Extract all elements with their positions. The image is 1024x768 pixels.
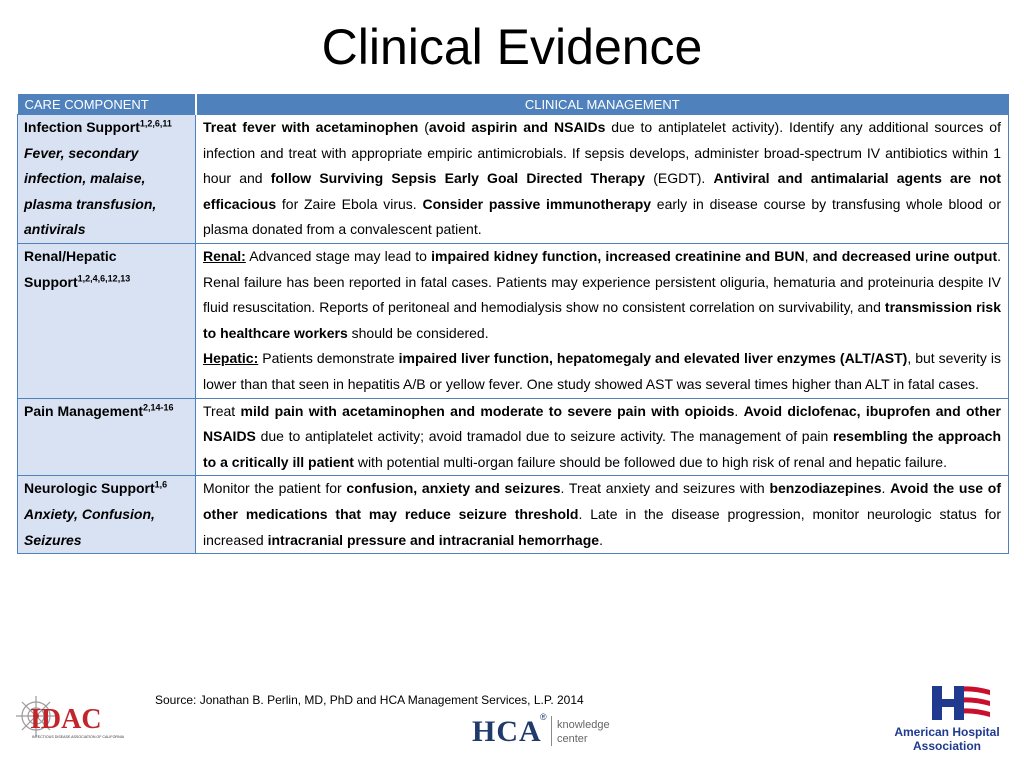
logo-divider bbox=[551, 716, 552, 746]
component-name: Renal/Hepatic Support bbox=[24, 247, 117, 290]
emphasis-text: Renal: bbox=[203, 247, 246, 264]
idac-subtitle: INFECTIOUS DISEASE ASSOCIATION OF CALIFORNIA bbox=[32, 735, 124, 739]
table-row bbox=[18, 243, 1009, 398]
emphasis-text: and decreased urine output bbox=[812, 247, 998, 264]
hepatic-paragraph: Hepatic: Patients demonstrate impaired liver function, hepatomegaly and elevated liver enzymes (ALT/AST), but severity is lower than that seen in hepatitis A/B or yellow fever. One study showed AST was several times higher than ALT in fatal cases. bbox=[203, 350, 1002, 392]
slide-title: Clinical Evidence bbox=[321, 19, 703, 75]
component-symptoms: Anxiety, Confusion, Seizures bbox=[24, 505, 155, 548]
emphasis-text: Avoid the use of other medications that may reduce seizure threshold bbox=[203, 480, 1001, 522]
hca-wordmark: HCA bbox=[472, 715, 542, 748]
emphasis-text: resembling the approach to a critically ill patient bbox=[203, 428, 1001, 470]
emphasis-text: impaired kidney function, increased creatinine and BUN bbox=[431, 247, 805, 264]
hca-tagline-line1: knowledge bbox=[557, 719, 610, 731]
aha-line1: American Hospital bbox=[894, 725, 1000, 739]
emphasis-text: mild pain with acetaminophen and moderate to severe pain with opioids bbox=[240, 402, 735, 419]
emphasis-text: avoid aspirin and NSAIDs bbox=[428, 119, 606, 135]
emphasis-text: Hepatic: bbox=[203, 350, 259, 367]
hca-tagline bbox=[557, 718, 610, 746]
table-row bbox=[18, 476, 1009, 554]
care-component-cell bbox=[18, 115, 196, 244]
idac-logo bbox=[14, 688, 126, 752]
component-name: Infection Support bbox=[24, 119, 140, 135]
reference-superscript: 1,6 bbox=[154, 479, 168, 490]
reference-superscript: 1,2,6,11 bbox=[139, 118, 172, 129]
aha-line2: Association bbox=[912, 739, 981, 753]
emphasis-text: confusion, anxiety and seizures bbox=[346, 480, 561, 497]
emphasis-text: impaired liver function, hepatomegaly and elevated liver enzymes (ALT/AST) bbox=[398, 350, 908, 367]
header-care-component: CARE COMPONENT bbox=[18, 94, 196, 115]
clinical-evidence-table bbox=[17, 94, 1009, 554]
renal-paragraph: Renal: Advanced stage may lead to impaired kidney function, increased creatinine and BUN, and decreased urine output. Renal failure has been reported in fatal cases. Patients may experience persistent oliguria, hematuria and proteinuria despite IV fluid resuscitation. Reports of peritoneal and hemodialysis show no consistent correlation on survivability, and transmission risk to healthcare workers should be considered. bbox=[203, 247, 1002, 341]
clinical-management-cell: Treat mild pain with acetaminophen and moderate to severe pain with opioids. Avoid diclofenac, ibuprofen and other NSAIDS due to antiplatelet activity; avoid tramadol due to seizure activity. The management of pain resembling the approach to a critically ill patient with potential multi-organ failure should be followed due to high risk of renal and hepatic failure. bbox=[196, 398, 1009, 476]
clinical-management-cell: Treat fever with acetaminophen (avoid aspirin and NSAIDs due to antiplatelet activity). Identify any additional sources of infection and treat with appropriate empiric antimicrobials. If sepsis develops, administer broad-spectrum IV antibiotics within 1 hour and follow Surviving Sepsis Early Goal Directed Therapy (EGDT). Antiviral and antimalarial agents are not efficacious for Zaire Ebola virus. Consider passive immunotherapy early in disease course by transfusing whole blood or plasma donated from a convalescent patient. bbox=[196, 115, 1009, 244]
table-header-row bbox=[18, 94, 1009, 115]
idac-logo-graphic bbox=[14, 688, 126, 752]
care-component-cell bbox=[18, 398, 196, 476]
aha-logo bbox=[884, 684, 1010, 754]
emphasis-text: Consider passive immunotherapy bbox=[422, 195, 652, 212]
hca-knowledge-center-logo bbox=[472, 712, 620, 752]
clinical-management-cell bbox=[196, 243, 1009, 398]
clinical-management-cell: Monitor the patient for confusion, anxiety and seizures. Treat anxiety and seizures with benzodiazepines. Avoid the use of other medications that may reduce seizure threshold. Late in the disease progression, monitor neurologic status for increased intracranial pressure and intracranial hemorrhage. bbox=[196, 476, 1009, 554]
emphasis-text: intracranial pressure and intracranial hemorrhage bbox=[267, 531, 600, 548]
emphasis-text: transmission risk to healthcare workers bbox=[203, 299, 1002, 341]
aha-flag-h-icon bbox=[884, 684, 1010, 724]
emphasis-text: follow Surviving Sepsis Early Goal Directed Therapy bbox=[270, 170, 646, 187]
reference-superscript: 1,2,4,6,12,13 bbox=[77, 272, 131, 283]
emphasis-text: Antiviral and antimalarial agents are not efficacious bbox=[203, 170, 1001, 212]
emphasis-text: Treat fever with acetaminophen bbox=[203, 119, 419, 135]
registered-mark: ® bbox=[540, 712, 547, 722]
idac-wordmark: IDAC bbox=[30, 704, 102, 735]
component-symptoms: Fever, secondary infection, malaise, plasma transfusion, antivirals bbox=[24, 144, 157, 238]
care-component-cell bbox=[18, 476, 196, 554]
reference-superscript: 2,14-16 bbox=[143, 401, 174, 412]
emphasis-text: benzodiazepines bbox=[769, 480, 882, 497]
source-citation: Source: Jonathan B. Perlin, MD, PhD and HCA Management Services, L.P. 2014 bbox=[155, 693, 584, 707]
emphasis-text: Avoid diclofenac, ibuprofen and other NSAIDS bbox=[203, 402, 1002, 445]
header-clinical-management: CLINICAL MANAGEMENT bbox=[196, 94, 1009, 115]
care-component-cell bbox=[18, 243, 196, 398]
component-name: Neurologic Support bbox=[24, 480, 155, 497]
aha-wordmark bbox=[884, 725, 1010, 753]
component-name: Pain Management bbox=[24, 402, 144, 419]
table-row bbox=[18, 398, 1009, 476]
hca-tagline-line2: center bbox=[557, 733, 588, 745]
table-row bbox=[18, 115, 1009, 244]
